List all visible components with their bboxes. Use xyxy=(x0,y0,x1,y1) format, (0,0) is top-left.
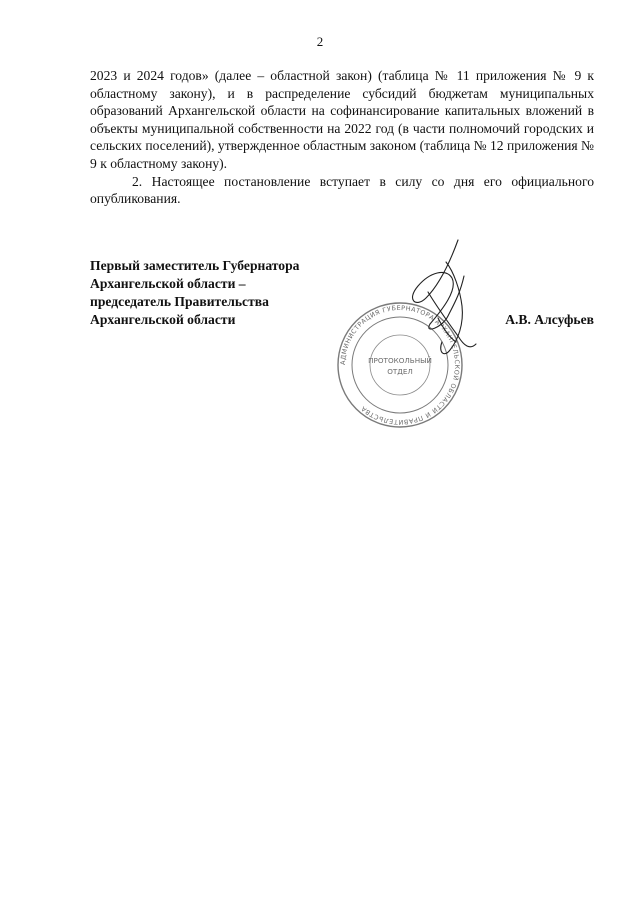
body-text xyxy=(90,67,594,208)
signatory-position-line: Архангельской области xyxy=(90,312,236,327)
stamp-circle xyxy=(338,303,462,427)
handwritten-signature-icon xyxy=(413,240,476,354)
stamp-center-line: ПРОТОКОЛЬНЫЙ xyxy=(368,356,432,365)
official-stamp-icon xyxy=(330,232,500,432)
stamp-ring-text: АДМИНИСТРАЦИЯ ГУБЕРНАТОРА АРХАНГЕЛЬСКОЙ ОБЛАСТИ И ПРАВИТЕЛЬСТВА xyxy=(338,303,462,427)
paragraph-continuation: 2023 и 2024 годов» (далее – областной закон) (таблица № 11 приложения № 9 к областному закону), и в распределение субсидий бюджетам муниципальных образований Архангельской области на софинансирование капитальных вложений в объекты муниципальной собственности на 2022 год (в части полномочий городских и сельских поселений), утвержденное областным законом (таблица № 12 приложения № 9 к областному закону). xyxy=(90,68,595,171)
page-number: 2 xyxy=(316,34,324,49)
signatory-position xyxy=(90,257,299,329)
stamp-center-line: ОТДЕЛ xyxy=(387,367,413,376)
signatory-name: А.В. Алсуфьев xyxy=(505,312,594,327)
signatory-position-line: председатель Правительства xyxy=(90,294,269,309)
seal-and-signature xyxy=(330,232,500,432)
svg-text:АДМИНИСТРАЦИЯ ГУБЕРНАТОРА АРХА xyxy=(339,304,461,426)
signatory-position-line: Архангельской области – xyxy=(90,276,246,291)
paragraph-effective-date: 2. Настоящее постановление вступает в силу со дня его официального опубликования. xyxy=(90,173,594,207)
signatory-position-line: Первый заместитель Губернатора xyxy=(90,258,300,273)
